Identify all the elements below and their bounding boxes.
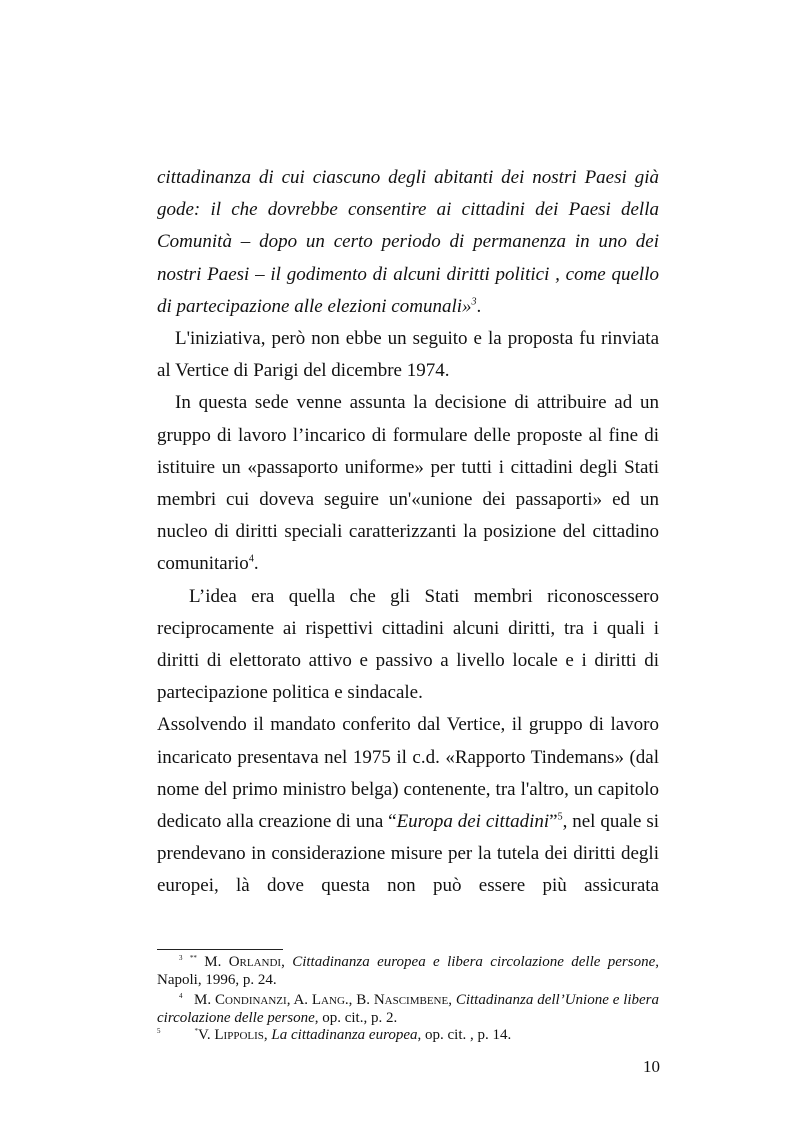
footnote-title: La cittadinanza europea — [271, 1027, 418, 1043]
footnote-ref-3[interactable]: 3 — [471, 296, 477, 308]
footnote-author: V. Lippolis — [198, 1027, 264, 1043]
footnote-title: Cittadinanza dell’Unione e libera circolazione delle persone — [157, 992, 660, 1026]
quote-end: . — [476, 295, 482, 317]
footnote-mark: * — [194, 1027, 198, 1035]
main-text — [157, 162, 659, 903]
footnote-separator — [157, 949, 283, 950]
quote-text: cittadinanza di cui ciascuno degli abitanti dei nostri Paesi già gode: il che dovrebbe consentire ai cittadini dei Paesi della Comunità – dopo un certo periodo di permanenza in uno dei nostri Paesi – il godimento di alcuni diritti politici , come quello di partecipazione alle elezioni comunali» — [157, 167, 659, 317]
footnote-3: $^3$ ** M. Orlandi, Cittadinanza europea e libera circolazione delle persone, Napoli, 1996, p. 24. — [157, 954, 660, 988]
footnote-rest: , op. cit. , p. 14. — [417, 1027, 512, 1043]
footnote-number: 3 — [179, 954, 183, 962]
footnote-5: $^5$ *V. Lippolis, La cittadinanza europea, op. cit. , p. 14. — [157, 1027, 512, 1043]
paragraph-5-text-c: , nel quale si prendevano in considerazione misure per la tutela dei diritti degli europei, là dove questa non può essere più assicurata — [157, 811, 660, 897]
footnote-ref-4[interactable]: 4 — [248, 554, 254, 566]
paragraph-3-text: In questa sede venne assunta la decisione di attribuire ad un gruppo di lavoro l’incarico di formulare delle proposte al fine di istituire un «passaporto uniforme» per tutti i cittadini degli Stati membri cui doveva seguire un'«unione dei passaporti» ed un nucleo di diritti speciali caratterizzanti la posizione del cittadino comunitario — [157, 392, 659, 575]
footnote-ref-5[interactable]: 5 — [557, 811, 563, 823]
paragraph-3-end: . — [253, 553, 259, 575]
footnote-title: Cittadinanza europea e libera circolazione delle persone — [292, 954, 656, 970]
footnote-mark: ** — [189, 954, 197, 962]
footnotes — [157, 954, 659, 1045]
paragraph-5-text-a: Assolvendo il mandato conferito dal Vertice, il gruppo di lavoro incaricato presentava nel 1975 il c.d. «Rapporto Tindemans» (dal nome del primo ministro belga) contenente, tra l'altro, un capitolo dedicato alla creazione di una “ — [157, 714, 659, 833]
footnote-author: M. Condinanzi, A. Lang., B. Nascimbene — [194, 992, 449, 1008]
footnote-author: M. Orlandi — [204, 954, 282, 970]
paragraph-4: L’idea era quella che gli Stati membri riconoscessero reciprocamente ai rispettivi cittadini alcuni diritti, tra i quali i diritti di elettorato attivo e passivo a livello locale e i diritti di partecipazione politica e sindacale. — [157, 585, 659, 704]
page-number: 10 — [643, 1057, 660, 1076]
footnote-rest: , Napoli, 1996, p. 24. — [157, 954, 660, 988]
paragraph-3 — [157, 387, 659, 580]
paragraph-2: L'iniziativa, però non ebbe un seguito e la proposta fu rinviata al Vertice di Parigi del dicembre 1974. — [157, 328, 659, 382]
footnote-number: 4 — [179, 992, 183, 1000]
footnote-rest: , op. cit., p. 2. — [314, 1009, 398, 1026]
paragraph-quote — [157, 162, 659, 323]
footnote-number: 5 — [157, 1027, 161, 1035]
footnote-4: $^4$ M. Condinanzi, A. Lang., B. Nascimbene, Cittadinanza dell’Unione e libera circolazione delle persone, op. cit., p. 2. — [157, 992, 660, 1026]
paragraph-5-italic: Europa dei cittadini — [396, 811, 550, 833]
paragraph-5 — [157, 709, 659, 902]
paragraph-5-text-b: ” — [549, 811, 558, 833]
